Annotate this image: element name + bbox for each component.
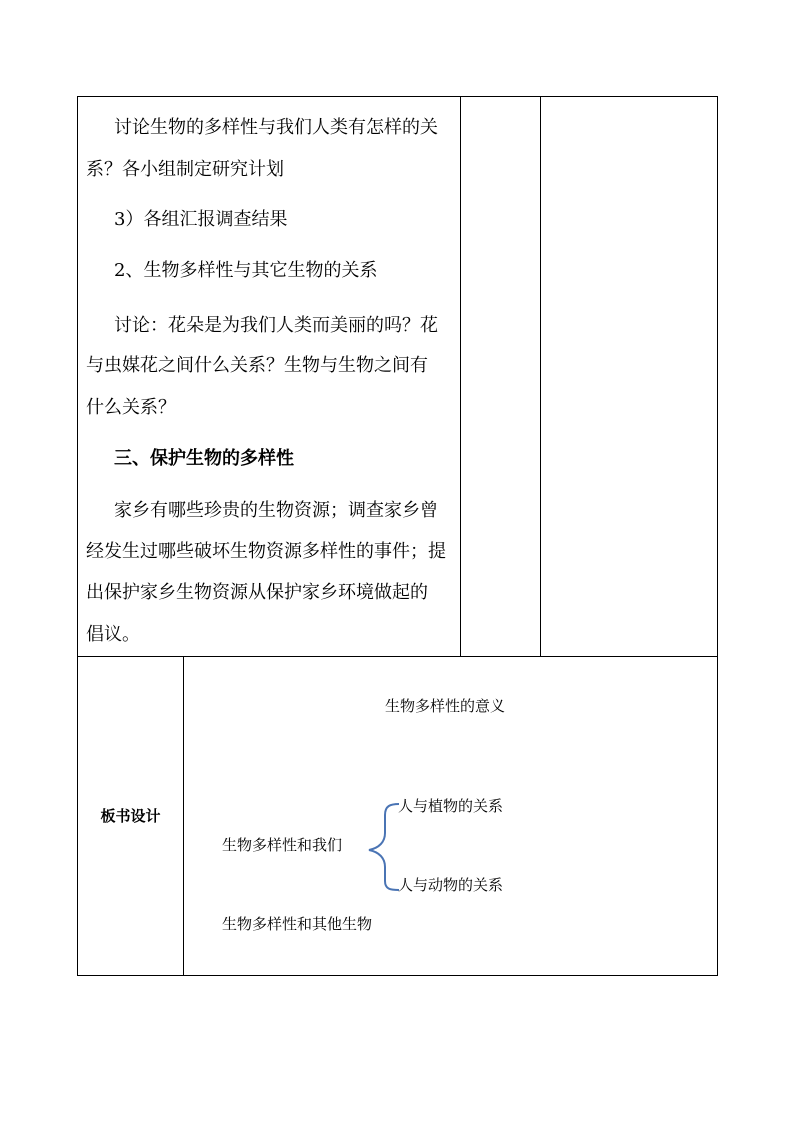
content-line: 家乡有哪些珍贵的生物资源；调查家乡曾: [114, 500, 438, 521]
content-line: 与虫媒花之间什么关系？生物与生物之间有: [86, 355, 428, 376]
table-row-divider: [77, 656, 718, 657]
table-border-right: [717, 96, 718, 976]
content-line: 系？各小组制定研究计划: [86, 159, 284, 180]
table-border-top: [77, 96, 718, 97]
board-topic-us: 生物多样性和我们: [222, 836, 343, 854]
content-line: 3）各组汇报调查结果: [114, 209, 288, 230]
content-line: 经发生过哪些破坏生物资源多样性的事件；提: [86, 541, 446, 562]
content-line: 什么关系？: [86, 397, 176, 418]
table-label-divider: [183, 656, 184, 976]
table-border-left: [77, 96, 78, 976]
table-border-bottom: [77, 975, 718, 976]
board-branch-plants: 人与植物的关系: [398, 797, 504, 815]
content-line: 讨论生物的多样性与我们人类有怎样的关: [114, 117, 438, 138]
content-line: 讨论：花朵是为我们人类而美丽的吗？花: [114, 315, 438, 336]
board-branch-animals: 人与动物的关系: [398, 876, 504, 894]
board-title: 生物多样性的意义: [385, 697, 506, 715]
section-heading: 三、保护生物的多样性: [114, 448, 294, 469]
curly-brace-icon: [365, 790, 405, 900]
board-topic-other-life: 生物多样性和其他生物: [222, 915, 373, 933]
content-line: 2、生物多样性与其它生物的关系: [114, 260, 378, 281]
content-line: 出保护家乡生物资源从保护家乡环境做起的: [86, 582, 428, 603]
table-column-divider-2: [540, 96, 541, 657]
table-column-divider-1: [460, 96, 461, 657]
content-line: 倡议。: [86, 624, 140, 645]
board-design-label: 板书设计: [100, 807, 161, 825]
